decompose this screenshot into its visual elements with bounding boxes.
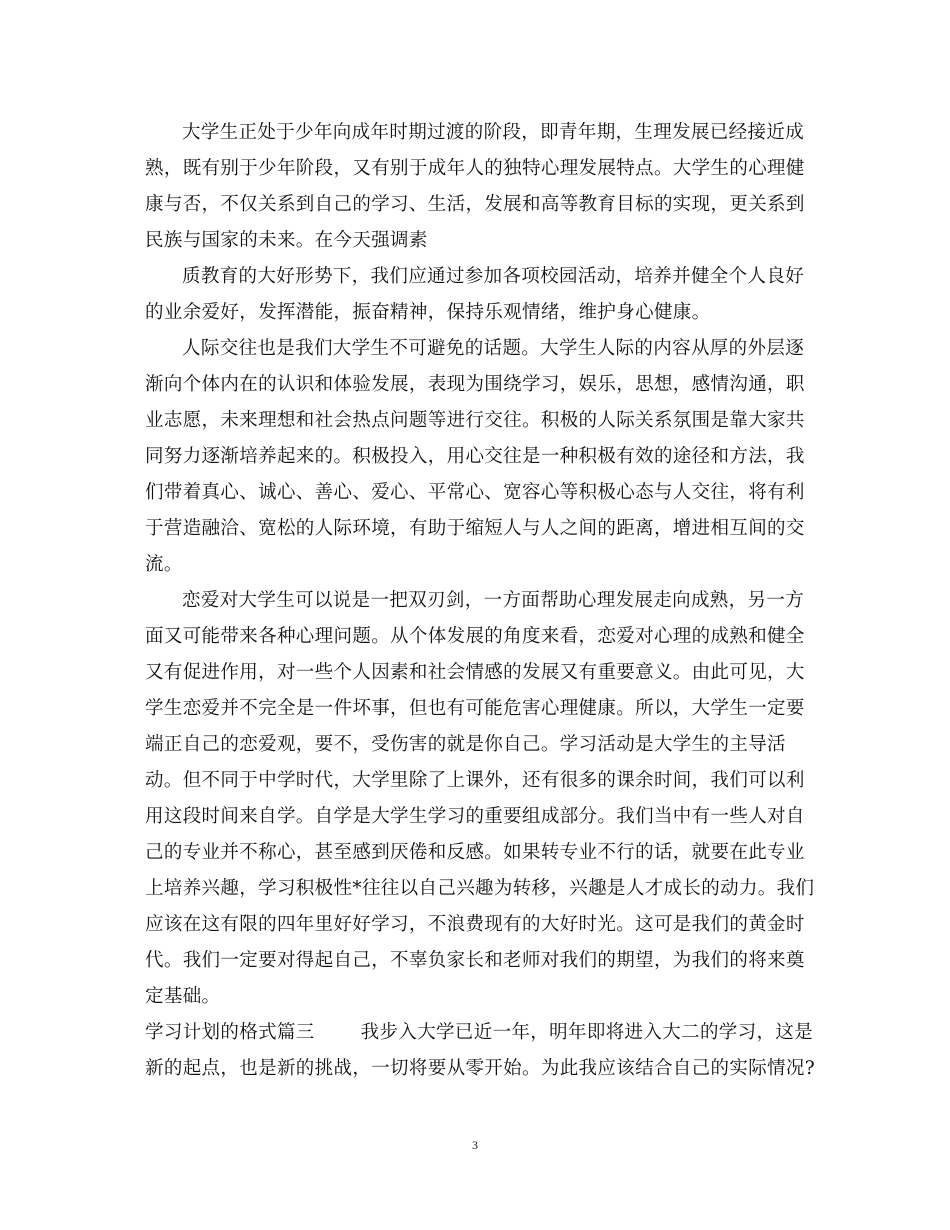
text-line: 又有促进作用，对一些个人因素和社会情感的发展又有重要意义。由此可见，大 [145, 662, 805, 683]
text-line: 业志愿，未来理想和社会热点问题等进行交往。积极的人际关系氛围是靠大家共 [145, 410, 805, 431]
text-line: 恋爱对大学生可以说是一把双刃剑，一方面帮助心理发展走向成熟，另一方 [182, 590, 805, 611]
text-line: 质教育的大好形势下，我们应通过参加各项校园活动，培养并健全个人良好 [182, 266, 805, 287]
text-line: 康与否，不仅关系到自己的学习、生活，发展和高等教育目标的实现，更关系到 [145, 194, 805, 215]
text-line: 用这段时间来自学。自学是大学生学习的重要组成部分。我们当中有一些人对自 [145, 806, 805, 827]
paragraph [145, 259, 805, 331]
text-line: 流。 [145, 554, 183, 575]
text-line: 民族与国家的未来。在今天强调素 [145, 230, 428, 251]
section-heading-line [145, 1015, 814, 1051]
text-line: 定基础。 [145, 986, 221, 1007]
document-body [145, 115, 816, 1087]
section-first-line: 我步入大学已近一年，明年即将进入大二的学习，这是 [360, 1022, 814, 1043]
paragraph [145, 115, 805, 259]
text-line: 大学生正处于少年向成年时期过渡的阶段，即青年期，生理发展已经接近成 [182, 122, 805, 143]
text-line: 于营造融洽、宽松的人际环境，有助于缩短人与人之间的距离，增进相互间的交 [145, 518, 805, 539]
text-line: 新的起点，也是新的挑战，一切将要从零开始。为此我应该结合自己的实际情况? [145, 1058, 816, 1079]
text-line: 端正自己的恋爱观，要不，受伤害的就是你自己。学习活动是大学生的主导活 [145, 734, 786, 755]
text-line: 面又可能带来各种心理问题。从个体发展的角度来看，恋爱对心理的成熟和健全 [145, 626, 805, 647]
text-line: 应该在这有限的四年里好好学习，不浪费现有的大好时光。这可是我们的黄金时 [145, 914, 805, 935]
text-line: 己的专业并不称心，甚至感到厌倦和反感。如果转专业不行的话，就要在此专业 [145, 842, 805, 863]
text-line: 们带着真心、诚心、善心、爱心、平常心、宽容心等积极心态与人交往，将有利 [145, 482, 805, 503]
section-heading: 学习计划的格式篇三 [145, 1022, 315, 1043]
text-line: 上培养兴趣，学习积极性*往往以自己兴趣为转移，兴趣是人才成长的动力。我们 [145, 878, 815, 899]
text-line: 学生恋爱并不完全是一件坏事，但也有可能危害心理健康。所以，大学生一定要 [145, 698, 805, 719]
text-line: 代。我们一定要对得起自己，不辜负家长和老师对我们的期望，为我们的将来奠 [145, 950, 805, 971]
text-line: 同努力逐渐培养起来的。积极投入，用心交往是一种积极有效的途径和方法，我 [145, 446, 805, 467]
section-start [145, 1015, 816, 1087]
text-line: 渐向个体内在的认识和体验发展，表现为围绕学习，娱乐，思想，感情沟通，职 [145, 374, 805, 395]
page-number: 3 [472, 1138, 478, 1152]
text-line: 动。但不同于中学时代，大学里除了上课外，还有很多的课余时间，我们可以利 [145, 770, 805, 791]
text-line: 人际交往也是我们大学生不可避免的话题。大学生人际的内容从厚的外层逐 [182, 338, 805, 359]
text-line: 熟，既有别于少年阶段，又有别于成年人的独特心理发展特点。大学生的心理健 [145, 158, 805, 179]
paragraph [145, 583, 815, 1015]
paragraph [145, 331, 805, 583]
text-line: 的业余爱好，发挥潜能，振奋精神，保持乐观情绪，维护身心健康。 [145, 302, 711, 323]
